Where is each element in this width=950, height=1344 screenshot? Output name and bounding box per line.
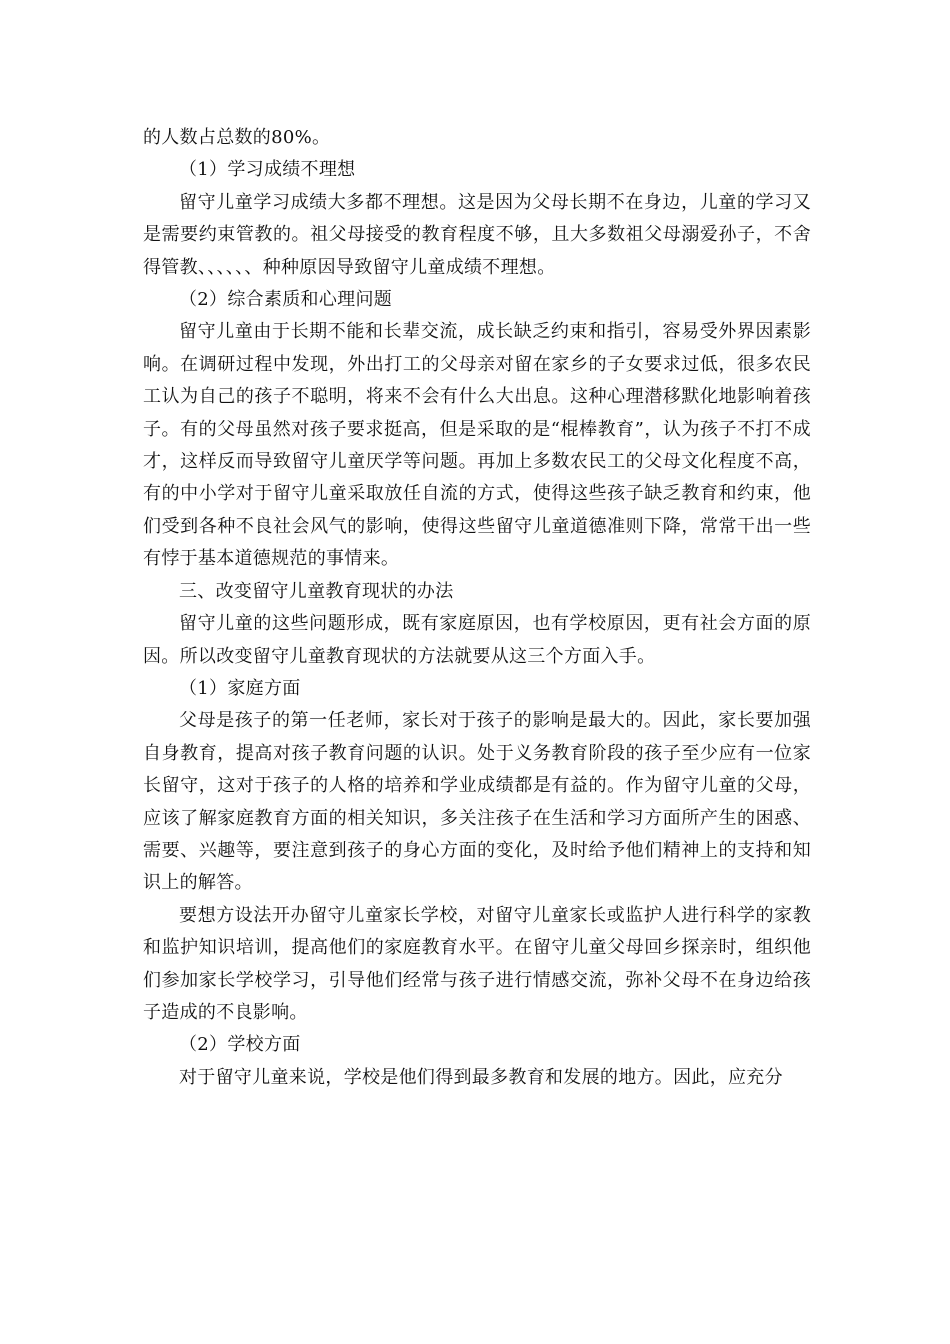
subheading-learning-performance: （1）学习成绩不理想: [179, 159, 356, 181]
paragraph-continuation: 的人数占总数的80%。: [143, 127, 331, 148]
paragraph-family-2: 要想方设法开办留守儿童家长学校，对留守儿童家长或监护人进行科学的家教和监护知识培训，提高他们的家庭教育水平。在留守儿童父母回乡探亲时，组织他们参加家长学校学习，引导他们经常与孩子进行情感交流，弥补父母不在身边给孩子造成的不良影响。: [143, 904, 811, 1023]
subheading-family: （1）家庭方面: [179, 677, 301, 699]
paragraph-quality-psychology: 留守儿童由于长期不能和长辈交流，成长缺乏约束和指引，容易受外界因素影响。在调研过程中发现，外出打工的父母亲对留在家乡的子女要求过低，很多农民工认为自己的孩子不聪明，将来不会有什么大出息。这种心理潜移默化地影响着孩子。有的父母虽然对孩子要求挺高，但是采取的是“棍棒教育”，认为孩子不打不成才，这样反而导致留守儿童厌学等问题。再加上多数农民工的父母文化程度不高，有的中小学对于留守儿童采取放任自流的方式，使得这些孩子缺乏教育和约束，他们受到各种不良社会风气的影响，使得这些留守儿童道德准则下降，常常干出一些有悖于基本道德规范的事情来。: [143, 321, 811, 570]
paragraph-family-1: 父母是孩子的第一任老师，家长对于孩子的影响是最大的。因此，家长要加强自身教育，提高对孩子教育问题的认识。处于义务教育阶段的孩子至少应有一位家长留守，这对于孩子的人格的培养和学业成绩都是有益的。作为留守儿童的父母，应该了解家庭教育方面的相关知识，多关注孩子在生活和学习方面所产生的困惑、需要、兴趣等，要注意到孩子的身心方面的变化，及时给予他们精神上的支持和知识上的解答。: [143, 710, 811, 894]
paragraph-learning-performance: 留守儿童学习成绩大多都不理想。这是因为父母长期不在身边，儿童的学习又是需要约束管教的。祖父母接受的教育程度不够，且大多数祖父母溺爱孙子，不舍得管教、、、、、、种种原因导致留守儿童成绩不理想。: [143, 191, 811, 278]
section-heading-solutions: 三、改变留守儿童教育现状的办法: [179, 580, 454, 602]
paragraph-school: 对于留守儿童来说，学校是他们得到最多教育和发展的地方。因此，应充分: [179, 1066, 783, 1088]
document-body: [143, 122, 811, 1094]
subheading-quality-psychology: （2）综合素质和心理问题: [179, 289, 393, 311]
paragraph-solutions-intro: 留守儿童的这些问题形成，既有家庭原因，也有学校原因，更有社会方面的原因。所以改变留守儿童教育现状的方法就要从这三个方面入手。: [143, 613, 811, 667]
subheading-school: （2）学校方面: [179, 1034, 301, 1056]
